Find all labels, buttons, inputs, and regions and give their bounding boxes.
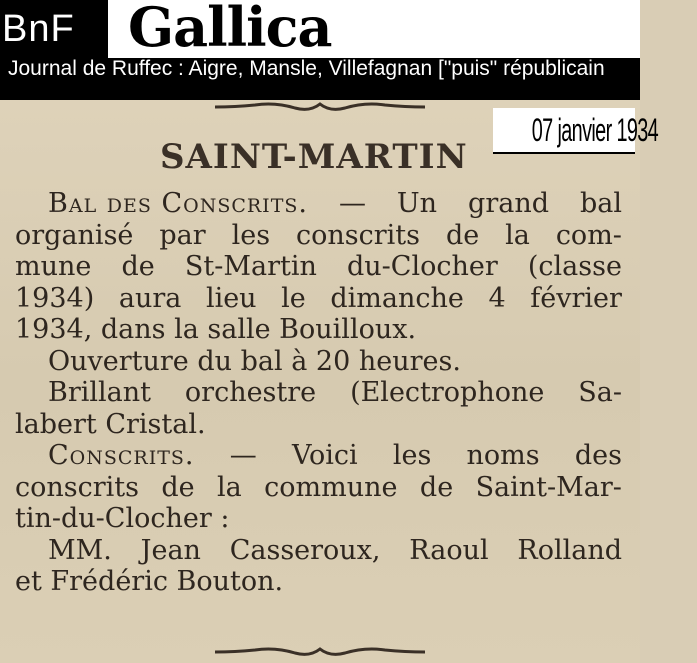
bottom-ornament-icon	[215, 645, 425, 659]
article-word: com-	[555, 219, 622, 251]
article-word: 4	[488, 282, 506, 314]
article-line	[0, 283, 640, 315]
article-word: commune	[264, 471, 398, 503]
article-word: Jean	[140, 534, 201, 566]
article-line: 1934, dans la salle Bouilloux.	[15, 314, 417, 345]
article-word: les	[231, 219, 271, 251]
article-word: conscrits	[15, 471, 139, 503]
article-word: lieu	[205, 282, 257, 314]
article-word: —	[229, 440, 257, 471]
gallica-logo-box[interactable]	[108, 0, 640, 58]
article-line	[0, 535, 640, 567]
article-line: tin-du-Clocher :	[15, 503, 230, 534]
article-word: —	[338, 188, 366, 219]
article-line	[0, 377, 640, 409]
article-word: Brillant	[48, 377, 151, 408]
article-word: Un	[396, 188, 438, 219]
top-ornament-icon	[215, 100, 425, 114]
article-line: labert Cristal.	[15, 408, 206, 440]
article-word: Bal des Conscrits.	[48, 188, 308, 219]
article-word: mune	[15, 251, 92, 282]
document-title: Journal de Ruffec : Aigre, Mansle, Villefagnan ["puis" républicain	[8, 57, 605, 80]
article-word: organisé	[15, 219, 134, 251]
article-line	[0, 440, 640, 472]
article-word: conscrits	[296, 219, 420, 251]
article-word: (classe	[527, 251, 622, 282]
article-word: la	[505, 219, 530, 251]
article-line	[0, 472, 640, 504]
article-headline: SAINT-MARTIN	[160, 137, 468, 177]
article-line	[0, 251, 640, 283]
article-word: par	[159, 219, 206, 251]
article-word: grand	[468, 188, 549, 219]
gallica-logo: Gallica	[128, 0, 332, 59]
article-word: noms	[466, 440, 540, 471]
article-word: orchestre	[184, 377, 317, 408]
article-word: du-Clocher	[347, 251, 498, 282]
bnf-logo[interactable]	[0, 0, 108, 58]
article-word: aura	[118, 282, 182, 314]
article-line	[0, 220, 640, 252]
gallica-header	[0, 0, 640, 100]
article-word: 1934)	[15, 282, 95, 314]
article-word: la	[217, 471, 242, 503]
article-word: MM.	[48, 534, 112, 566]
article-word: des	[574, 440, 622, 471]
article-word: de	[419, 471, 454, 503]
article-word: Conscrits.	[48, 440, 195, 471]
article-word: Saint-Mar-	[475, 471, 622, 503]
article-word: le	[281, 282, 306, 314]
article-word: de	[445, 219, 480, 251]
article-word: Casseroux,	[229, 534, 381, 566]
article-word: St-Martin	[184, 251, 317, 282]
article-word: Sa-	[578, 377, 622, 408]
article-date: 07 janvier 1934	[531, 112, 659, 148]
article-word: février	[530, 282, 622, 314]
article-word: Raoul	[409, 534, 489, 566]
article-word: bal	[579, 188, 622, 219]
article-word: de	[121, 251, 155, 282]
date-badge	[493, 108, 659, 154]
bnf-logo-text: BnF	[2, 8, 75, 50]
article-word: dimanche	[330, 282, 464, 314]
article-body	[0, 188, 640, 598]
article-line: et Frédéric Bouton.	[15, 566, 284, 597]
article-line: Ouverture du bal à 20 heures.	[48, 345, 461, 377]
article-word: de	[161, 471, 195, 503]
newspaper-clipping	[0, 100, 659, 663]
article-word: (Electrophone	[350, 377, 545, 408]
article-word: Rolland	[517, 534, 622, 566]
article-word: Voici	[291, 440, 358, 471]
article-word: les	[392, 440, 432, 471]
article-line	[0, 188, 640, 220]
